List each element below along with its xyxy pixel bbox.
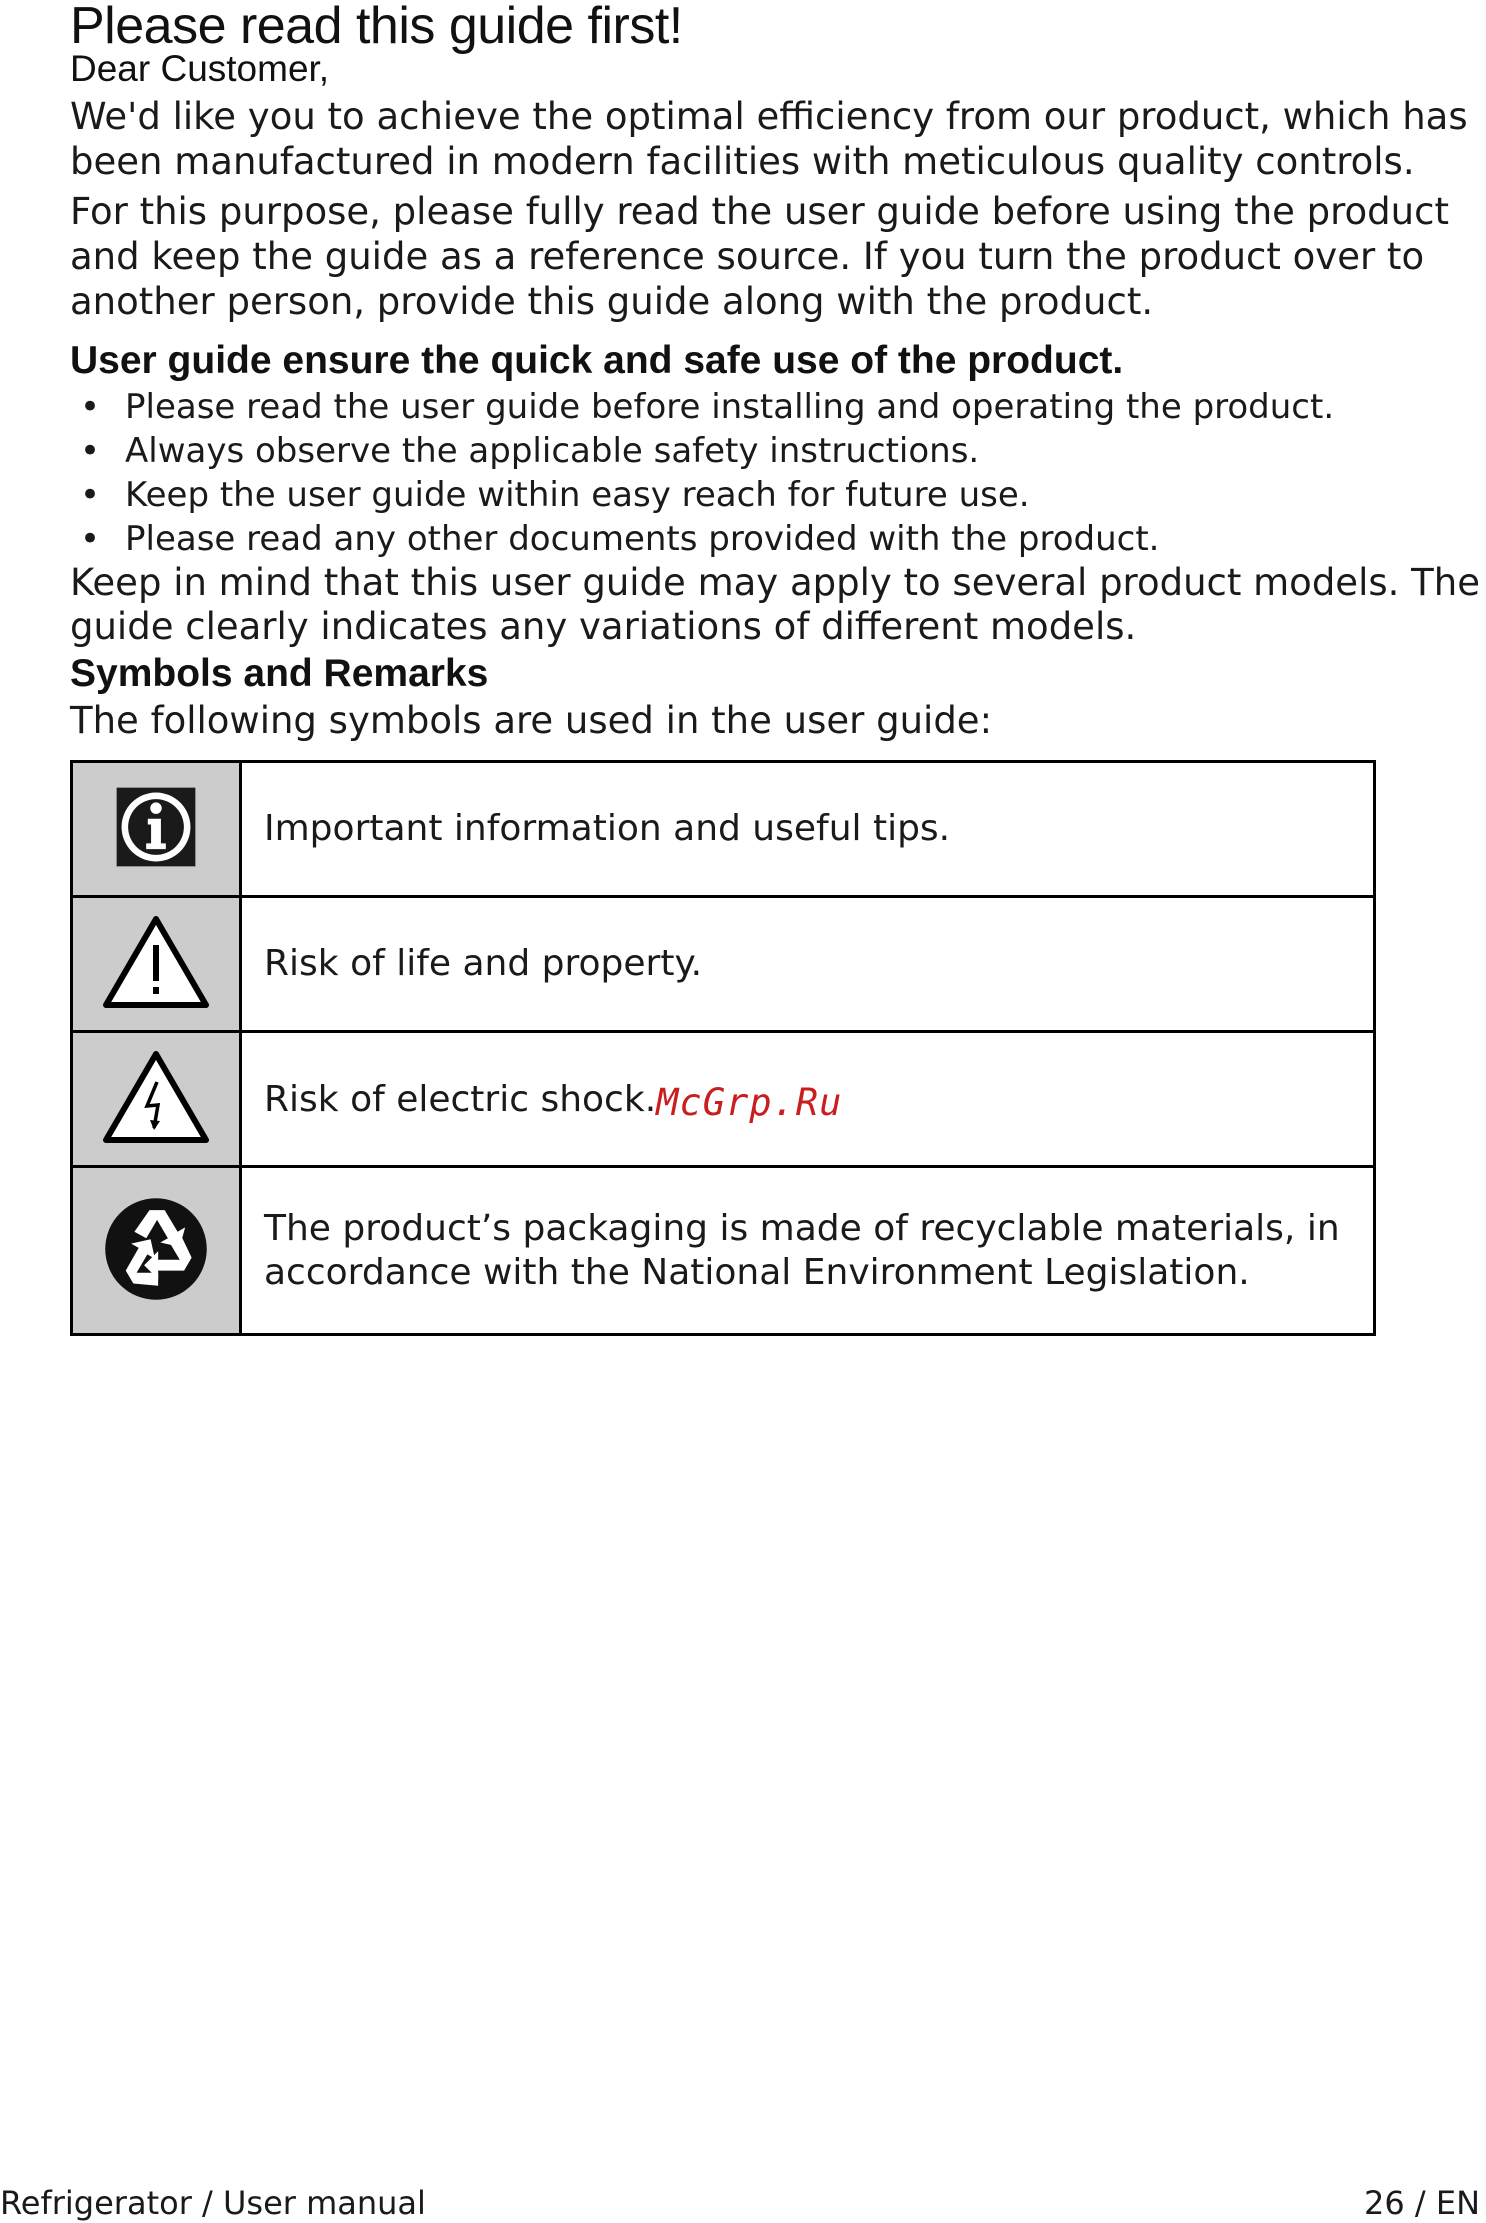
symbol-cell: [72, 897, 241, 1032]
list-item: [70, 473, 1334, 517]
symbol-description-line-1: The product’s packaging is made of recyclable materials, in: [264, 1207, 1340, 1249]
safety-bullet-list: [70, 385, 1334, 561]
symbol-description: Risk of life and property.: [241, 897, 1375, 1032]
intro-paragraph-2-line-2: and keep the guide as a reference source. If you turn the product over to: [70, 235, 1425, 278]
table-row: [72, 762, 1375, 897]
page-title: Please read this guide first!: [70, 0, 683, 55]
symbol-description: [241, 1167, 1375, 1335]
symbol-cell: [72, 1167, 241, 1335]
list-item: [70, 429, 1334, 473]
bullet-text: Please read any other documents provided with the product.: [125, 519, 1160, 559]
intro-paragraph-2-line-3: another person, provide this guide along with the product.: [70, 280, 1154, 323]
models-note-line-2: guide clearly indicates any variations of different models.: [70, 605, 1137, 648]
bullet-icon: •: [80, 431, 101, 471]
recycle-icon: [102, 1195, 210, 1303]
bullet-icon: •: [80, 387, 101, 427]
symbol-description: Important information and useful tips.: [241, 762, 1375, 897]
models-note-line-1: Keep in mind that this user guide may apply to several product models. The: [70, 561, 1480, 604]
warning-icon: [100, 913, 212, 1011]
symbol-cell: [72, 762, 241, 897]
bullet-icon: •: [80, 475, 101, 515]
symbol-cell: [72, 1032, 241, 1167]
bullet-text: Always observe the applicable safety instructions.: [125, 431, 980, 471]
safety-heading: User guide ensure the quick and safe use of the product.: [70, 339, 1124, 382]
symbols-table: [70, 760, 1376, 1336]
table-row: [72, 897, 1375, 1032]
symbol-description: [241, 1032, 1375, 1167]
info-icon: [115, 786, 197, 868]
footer-page-number: 26 / EN: [1364, 2184, 1480, 2222]
intro-paragraph-2-line-1: For this purpose, please fully read the user guide before using the product: [70, 190, 1449, 233]
watermark: McGrp.Ru: [656, 1080, 843, 1124]
symbols-heading: Symbols and Remarks: [70, 652, 489, 695]
bullet-icon: •: [80, 519, 101, 559]
table-row: [72, 1032, 1375, 1167]
intro-paragraph-1-line-2: been manufactured in modern facilities with meticulous quality controls.: [70, 140, 1415, 183]
footer-manual-title: Refrigerator / User manual: [0, 2184, 426, 2222]
bullet-text: Please read the user guide before installing and operating the product.: [125, 387, 1335, 427]
greeting: Dear Customer,: [70, 48, 330, 89]
symbol-description-line-2: accordance with the National Environment Legislation.: [264, 1251, 1250, 1293]
electric-shock-icon: [100, 1048, 212, 1146]
table-row: [72, 1167, 1375, 1335]
list-item: [70, 517, 1334, 561]
symbols-intro: The following symbols are used in the user guide:: [70, 699, 993, 742]
intro-paragraph-1-line-1: We'd like you to achieve the optimal efficiency from our product, which has: [70, 95, 1468, 138]
bullet-text: Keep the user guide within easy reach for future use.: [125, 475, 1030, 515]
symbol-description-text: Risk of electric shock.: [264, 1078, 657, 1120]
list-item: [70, 385, 1334, 429]
